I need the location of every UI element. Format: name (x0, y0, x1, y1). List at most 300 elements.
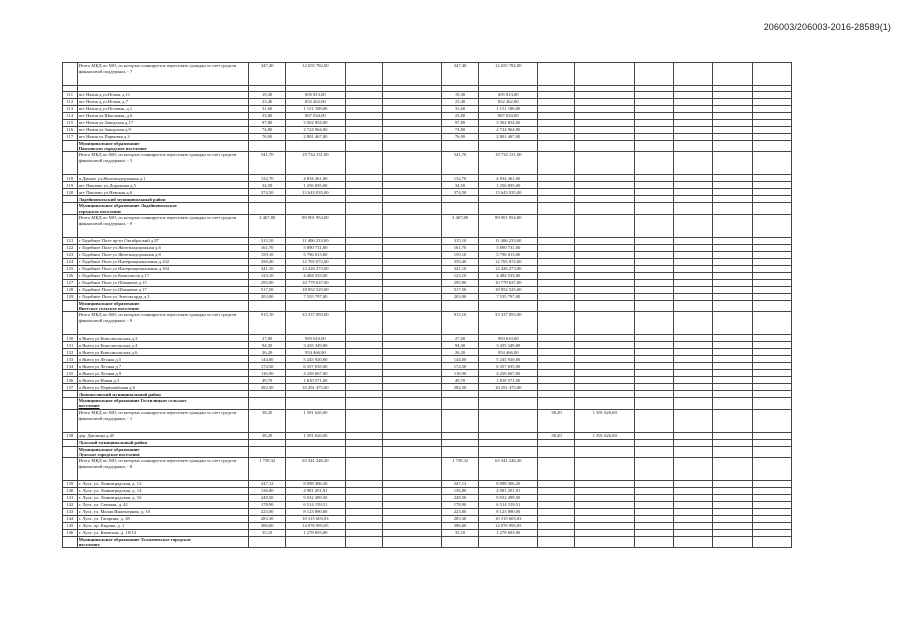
section-title-cell (77, 537, 249, 548)
address-cell: г Лодейное Поле ул Железнодорожная д.6 (77, 244, 249, 251)
empty-cell (674, 516, 713, 523)
cost-total-cell: 852 462,00 (286, 99, 345, 106)
empty-cell (752, 370, 791, 377)
empty-cell (382, 523, 441, 530)
area-total-cell: 350,40 (249, 258, 286, 265)
empty-cell (345, 106, 382, 113)
building-row (63, 182, 792, 189)
building-row (63, 293, 792, 300)
empty-cell (752, 251, 791, 258)
empty-cell (752, 509, 791, 516)
empty-cell (752, 92, 791, 99)
empty-cell (382, 237, 441, 244)
cost-next-stage-cell (575, 293, 634, 300)
empty-cell (674, 293, 713, 300)
empty-cell (479, 141, 538, 152)
empty-cell (752, 495, 791, 502)
cost-total-cell: 3 562 854,00 (286, 120, 345, 127)
empty-cell (249, 203, 286, 214)
empty-cell (752, 377, 791, 384)
cost-next-stage-cell (575, 175, 634, 182)
empty-cell (713, 516, 752, 523)
cost-stage-cell: 4 981 201,91 (479, 488, 538, 495)
cost-stage-cell: 5 245 920,00 (479, 356, 538, 363)
cost-next-stage-cell (575, 356, 634, 363)
area-next-stage-cell (538, 502, 575, 509)
empty-cell (634, 134, 673, 141)
empty-cell (634, 377, 673, 384)
cost-stage-cell: 9 032 499,50 (479, 495, 538, 502)
empty-cell (382, 377, 441, 384)
section-title-cell (77, 446, 249, 457)
cost-next-stage-cell (575, 488, 634, 495)
empty-cell (713, 244, 752, 251)
empty-cell (345, 196, 382, 203)
area-next-stage-cell (538, 214, 575, 237)
empty-cell (752, 391, 791, 398)
area-stage-cell (442, 409, 479, 432)
empty-cell (713, 312, 752, 335)
area-stage-cell: 35,10 (442, 530, 479, 537)
area-stage-cell: 203,90 (442, 293, 479, 300)
section-header-row (63, 300, 792, 311)
area-total-cell: 203,90 (249, 293, 286, 300)
area-stage-cell: 76,90 (442, 134, 479, 141)
address-cell: Итого МКД по МО, из которых планируется переселять граждан за счет средств финансовой поддержки, - 9 (77, 214, 249, 237)
cost-stage-cell: 63 341 246,20 (479, 458, 538, 481)
cost-next-stage-cell (575, 258, 634, 265)
empty-cell (713, 509, 752, 516)
cost-stage-cell: 89 901 954,00 (479, 214, 538, 237)
area-next-stage-cell (538, 106, 575, 113)
empty-cell (713, 189, 752, 196)
empty-cell (382, 509, 441, 516)
empty-cell (752, 409, 791, 432)
empty-cell (752, 237, 791, 244)
empty-cell (634, 398, 673, 409)
building-row (63, 127, 792, 134)
area-next-stage-cell (538, 265, 575, 272)
empty-cell (538, 398, 575, 409)
cost-next-stage-cell (575, 127, 634, 134)
cost-next-stage-cell (575, 63, 634, 86)
empty-cell (345, 258, 382, 265)
area-next-stage-cell (538, 363, 575, 370)
area-next-stage-cell (538, 509, 575, 516)
empty-cell (634, 446, 673, 457)
cost-next-stage-cell (575, 481, 634, 488)
empty-cell (345, 251, 382, 258)
section-title-cell (77, 196, 249, 203)
cost-total-cell: 7 535 797,00 (286, 293, 345, 300)
empty-cell (752, 189, 791, 196)
area-next-stage-cell (538, 189, 575, 196)
building-row (63, 370, 792, 377)
empty-cell (752, 63, 791, 86)
row-number-cell: 143 (63, 509, 78, 516)
row-number-cell (63, 196, 78, 203)
cost-total-cell: 3 435 349,00 (286, 342, 345, 349)
section-subtitle: поселение (78, 403, 100, 409)
empty-cell (249, 391, 286, 398)
empty-cell (634, 409, 673, 432)
cost-total-cell: 5 245 920,00 (286, 356, 345, 363)
empty-cell (713, 439, 752, 446)
section-header-row (63, 141, 792, 152)
cost-next-stage-cell: 1 391 626,00 (575, 409, 634, 432)
row-number-cell: 144 (63, 516, 78, 523)
building-row (63, 258, 792, 265)
empty-cell (674, 363, 713, 370)
building-row (63, 244, 792, 251)
area-stage-cell: 283,30 (442, 516, 479, 523)
address-cell: г. Луга, ул. Связная, д. 42 (77, 502, 249, 509)
area-stage-cell: 23,40 (442, 99, 479, 106)
building-row (63, 502, 792, 509)
cost-next-stage-cell (575, 99, 634, 106)
area-stage-cell: 247,12 (442, 481, 479, 488)
empty-cell (752, 356, 791, 363)
empty-cell (634, 189, 673, 196)
cost-next-stage-cell (575, 335, 634, 342)
empty-cell (674, 398, 713, 409)
empty-cell (713, 495, 752, 502)
area-total-cell: 341,10 (249, 265, 286, 272)
cost-stage-cell: 852 462,00 (479, 99, 538, 106)
empty-cell (713, 398, 752, 409)
row-number-cell: 123 (63, 251, 78, 258)
empty-cell (345, 432, 382, 439)
empty-cell (752, 272, 791, 279)
cost-total-cell: 4 834 261,00 (286, 175, 345, 182)
empty-cell (634, 141, 673, 152)
empty-cell (674, 99, 713, 106)
empty-cell (713, 182, 752, 189)
empty-cell (752, 488, 791, 495)
empty-cell (713, 92, 752, 99)
building-row (63, 175, 792, 182)
cost-total-cell: 2 724 964,00 (286, 127, 345, 134)
address-cell: п Янега ул Новая д.3 (77, 377, 249, 384)
empty-cell (634, 516, 673, 523)
empty-cell (674, 141, 713, 152)
empty-cell (538, 446, 575, 457)
cost-total-cell: 954 466,00 (286, 349, 345, 356)
empty-cell (752, 398, 791, 409)
area-next-stage-cell (538, 335, 575, 342)
empty-cell (345, 99, 382, 106)
empty-cell (752, 481, 791, 488)
area-stage-cell: 26,20 (442, 349, 479, 356)
address-cell: г Лодейное Поле ул Энгельгарда д.3 (77, 293, 249, 300)
area-stage-cell: 159,10 (442, 251, 479, 258)
cost-next-stage-cell (575, 377, 634, 384)
empty-cell (345, 481, 382, 488)
section-title: Муниципальное образование (78, 141, 140, 146)
empty-cell (713, 265, 752, 272)
empty-cell (286, 446, 345, 457)
empty-cell (382, 458, 441, 481)
subtotal-row (63, 458, 792, 481)
empty-cell (713, 349, 752, 356)
cost-stage-cell: 14 076 993,05 (479, 523, 538, 530)
area-stage-cell: 374,50 (442, 189, 479, 196)
building-row (63, 99, 792, 106)
empty-cell (575, 300, 634, 311)
empty-cell (634, 63, 673, 86)
empty-cell (713, 335, 752, 342)
building-row (63, 335, 792, 342)
cost-stage-cell: 18 852 525,00 (479, 286, 538, 293)
row-number-cell (63, 203, 78, 214)
empty-cell (345, 398, 382, 409)
empty-cell (382, 196, 441, 203)
empty-cell (479, 196, 538, 203)
empty-cell (752, 523, 791, 530)
cost-stage-cell: 3 562 854,00 (479, 120, 538, 127)
cost-total-cell: 695 813,00 (286, 92, 345, 99)
area-total-cell: 38,20 (249, 432, 286, 439)
empty-cell (752, 120, 791, 127)
empty-cell (634, 537, 673, 548)
empty-cell (713, 258, 752, 265)
cost-next-stage-cell (575, 113, 634, 120)
empty-cell (634, 214, 673, 237)
empty-cell (249, 398, 286, 409)
address-cell: пгт Назия д.ул.Новая, д.11 (77, 92, 249, 99)
building-row (63, 189, 792, 196)
building-row (63, 495, 792, 502)
area-next-stage-cell (538, 272, 575, 279)
cost-next-stage-cell (575, 363, 634, 370)
empty-cell (674, 446, 713, 457)
area-stage-cell: 315,10 (442, 237, 479, 244)
empty-cell (286, 141, 345, 152)
cost-total-cell: 1 391 626,00 (286, 432, 345, 439)
empty-cell (713, 175, 752, 182)
empty-cell (634, 342, 673, 349)
empty-cell (674, 377, 713, 384)
area-stage-cell: 341,10 (442, 265, 479, 272)
cost-next-stage-cell (575, 182, 634, 189)
empty-cell (442, 446, 479, 457)
area-stage-cell: 295,90 (442, 279, 479, 286)
empty-cell (713, 203, 752, 214)
building-row (63, 356, 792, 363)
cost-total-cell: 6 357 035,00 (286, 363, 345, 370)
empty-cell (382, 63, 441, 86)
area-next-stage-cell (538, 488, 575, 495)
empty-cell (442, 537, 479, 548)
area-total-cell: 374,50 (249, 189, 286, 196)
address-cell: пгт Назия ул.Заводская д.17 (77, 120, 249, 127)
empty-cell (382, 113, 441, 120)
cost-next-stage-cell (575, 272, 634, 279)
address-cell: п Янега ул Лесная д.5 (77, 356, 249, 363)
address-cell: г. Луга, пр. Кирова, д. 1 (77, 523, 249, 530)
area-next-stage-cell (538, 237, 575, 244)
empty-cell (752, 439, 791, 446)
empty-cell (674, 196, 713, 203)
subtotal-row (63, 214, 792, 237)
area-next-stage-cell (538, 244, 575, 251)
empty-cell (345, 237, 382, 244)
empty-cell (674, 113, 713, 120)
area-total-cell: 49,70 (249, 377, 286, 384)
empty-cell (634, 509, 673, 516)
empty-cell (442, 439, 479, 446)
section-title: Ломоносовский муниципальный район (78, 391, 161, 397)
empty-cell (674, 495, 713, 502)
empty-cell (713, 377, 752, 384)
empty-cell (634, 356, 673, 363)
empty-cell (674, 106, 713, 113)
cost-stage-cell: 4 834 261,00 (479, 175, 538, 182)
empty-cell (442, 141, 479, 152)
row-number-cell: 138 (63, 432, 78, 439)
empty-cell (538, 141, 575, 152)
empty-cell (713, 432, 752, 439)
empty-cell (713, 196, 752, 203)
section-title-cell (77, 141, 249, 152)
address-cell: г. Луга, ул. Ленинградская, д. 14 (77, 488, 249, 495)
empty-cell (634, 251, 673, 258)
empty-cell (345, 495, 382, 502)
empty-cell (634, 175, 673, 182)
empty-cell (713, 363, 752, 370)
empty-cell (345, 342, 382, 349)
document-id: 206003/206003-2016-28589(1) (763, 22, 891, 32)
empty-cell (752, 175, 791, 182)
cost-total-cell: 1 151 188,00 (286, 106, 345, 113)
empty-cell (382, 356, 441, 363)
row-number-cell: 112 (63, 99, 78, 106)
empty-cell (442, 398, 479, 409)
row-number-cell: 140 (63, 488, 78, 495)
empty-cell (674, 356, 713, 363)
cost-total-cell: 4 981 201,91 (286, 488, 345, 495)
empty-cell (575, 196, 634, 203)
cost-next-stage-cell (575, 286, 634, 293)
cost-next-stage-cell (575, 458, 634, 481)
empty-cell (345, 391, 382, 398)
empty-cell (286, 391, 345, 398)
cost-total-cell: 13 643 035,00 (286, 189, 345, 196)
area-total-cell: 19,30 (249, 92, 286, 99)
building-row (63, 488, 792, 495)
empty-cell (752, 335, 791, 342)
empty-cell (382, 99, 441, 106)
empty-cell (713, 523, 752, 530)
empty-cell (345, 92, 382, 99)
cost-total-cell: 1 256 835,00 (286, 182, 345, 189)
empty-cell (249, 300, 286, 311)
area-total-cell: 35,10 (249, 530, 286, 537)
address-cell: г. Луга, ул. Киевская, д. 10/14 (77, 530, 249, 537)
empty-cell (752, 182, 791, 189)
empty-cell (382, 279, 441, 286)
empty-cell (674, 244, 713, 251)
row-number-cell: 142 (63, 502, 78, 509)
building-row (63, 113, 792, 120)
empty-cell (752, 214, 791, 237)
housing-register-sheet (62, 62, 792, 612)
empty-cell (634, 530, 673, 537)
cost-next-stage-cell (575, 502, 634, 509)
empty-cell (634, 312, 673, 335)
empty-cell (674, 189, 713, 196)
cost-stage-cell: 2 724 964,00 (479, 127, 538, 134)
cost-total-cell: 4 484 533,00 (286, 272, 345, 279)
empty-cell (634, 384, 673, 391)
cost-total-cell: 10 779 637,00 (286, 279, 345, 286)
area-total-cell: 247,12 (249, 481, 286, 488)
empty-cell (479, 300, 538, 311)
area-next-stage-cell: 38,20 (538, 409, 575, 432)
empty-cell (442, 196, 479, 203)
cost-next-stage-cell (575, 523, 634, 530)
empty-cell (382, 349, 441, 356)
empty-cell (752, 265, 791, 272)
section-header-row (63, 196, 792, 203)
row-number-cell: 122 (63, 244, 78, 251)
empty-cell (634, 244, 673, 251)
empty-cell (345, 141, 382, 152)
cost-total-cell: 8 123 890,00 (286, 509, 345, 516)
row-number-cell: 111 (63, 92, 78, 99)
subtotal-row (63, 63, 792, 86)
area-total-cell: 1 739,32 (249, 458, 286, 481)
empty-cell (752, 458, 791, 481)
cost-next-stage-cell (575, 244, 634, 251)
empty-cell (249, 537, 286, 548)
cost-stage-cell: 6 357 035,00 (479, 363, 538, 370)
empty-cell (249, 196, 286, 203)
address-cell: г Лодейное Поле ул Комсомола д.17 (77, 272, 249, 279)
empty-cell (713, 446, 752, 457)
cost-total-cell: 89 901 954,00 (286, 214, 345, 237)
empty-cell (345, 286, 382, 293)
empty-cell (345, 363, 382, 370)
empty-cell (713, 530, 752, 537)
empty-cell (382, 182, 441, 189)
area-next-stage-cell (538, 495, 575, 502)
address-cell: Итого МКД по МО, из которых планируется переселять граждан за счет средств финансовой поддержки, - 8 (77, 312, 249, 335)
empty-cell (674, 182, 713, 189)
cost-stage-cell: 10 779 637,00 (479, 279, 538, 286)
area-next-stage-cell (538, 349, 575, 356)
empty-cell (345, 152, 382, 175)
empty-cell (345, 349, 382, 356)
section-header-row (63, 203, 792, 214)
cost-next-stage-cell (575, 530, 634, 537)
empty-cell (345, 509, 382, 516)
row-number-cell: 115 (63, 120, 78, 127)
empty-cell (286, 537, 345, 548)
empty-cell (634, 196, 673, 203)
cost-total-cell: 4 258 667,00 (286, 370, 345, 377)
row-number-cell: 128 (63, 286, 78, 293)
area-next-stage-cell (538, 152, 575, 175)
empty-cell (674, 300, 713, 311)
cost-next-stage-cell (575, 370, 634, 377)
cost-stage-cell (479, 432, 538, 439)
area-total-cell: 27,00 (249, 335, 286, 342)
empty-cell (713, 286, 752, 293)
cost-next-stage-cell (575, 92, 634, 99)
address-cell: г Лодейное Поле ул Шамшева д.17 (77, 286, 249, 293)
empty-cell (538, 196, 575, 203)
